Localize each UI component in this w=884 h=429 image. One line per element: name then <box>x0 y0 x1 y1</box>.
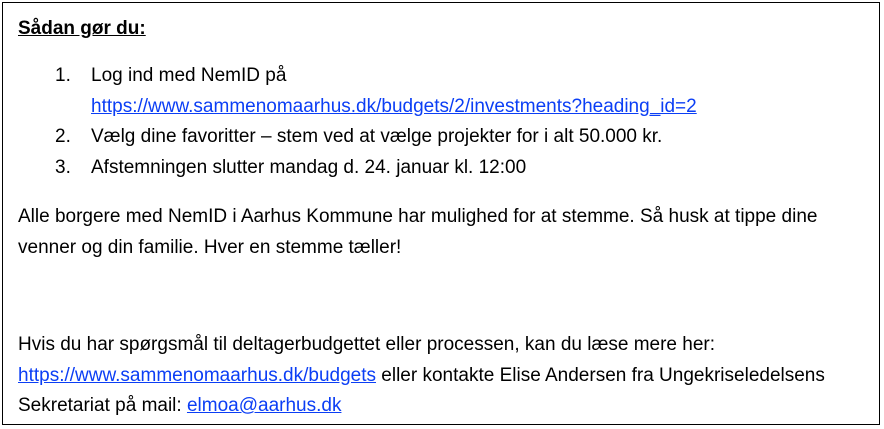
step-3-number: 3. <box>55 156 71 178</box>
instructions-box <box>2 2 880 425</box>
budgets-link[interactable]: https://www.sammenomaarhus.dk/budgets <box>18 364 377 386</box>
step-3 <box>18 153 697 184</box>
step-2-text: Vælg dine favoritter – stem ved at vælge projekter for i alt 50.000 kr. <box>91 126 663 147</box>
step-3-text: Afstemningen slutter mandag d. 24. januar kl. 12:00 <box>91 156 527 178</box>
voting-info-paragraph: Alle borgere med NemID i Aarhus Kommune har mulighed for at stemme. Så husk at tippe dine venner og din familie. Hver en stemme tæller! <box>18 206 818 258</box>
step-1-number: 1. <box>55 65 71 86</box>
step-2-number: 2. <box>55 126 71 147</box>
email-link[interactable]: elmoa@aarhus.dk <box>186 395 342 416</box>
step-1-text: Log ind med NemID på <box>91 65 287 86</box>
step-2 <box>18 122 697 153</box>
investments-link[interactable]: https://www.sammenomaarhus.dk/budgets/2/investments?heading_id=2 <box>91 95 697 117</box>
contact-text-middle: eller kontakte Elise Andersen fra Ungekriseledelsens Sekretariat på mail: <box>18 364 825 416</box>
steps-list <box>18 61 697 183</box>
step-1 <box>18 61 697 122</box>
contact-paragraph <box>18 330 868 422</box>
contact-text-before-link: Hvis du har spørgsmål til deltagerbudgettet eller processen, kan du læse mere her: <box>18 334 716 355</box>
instructions-heading: Sådan gør du: <box>18 18 146 39</box>
